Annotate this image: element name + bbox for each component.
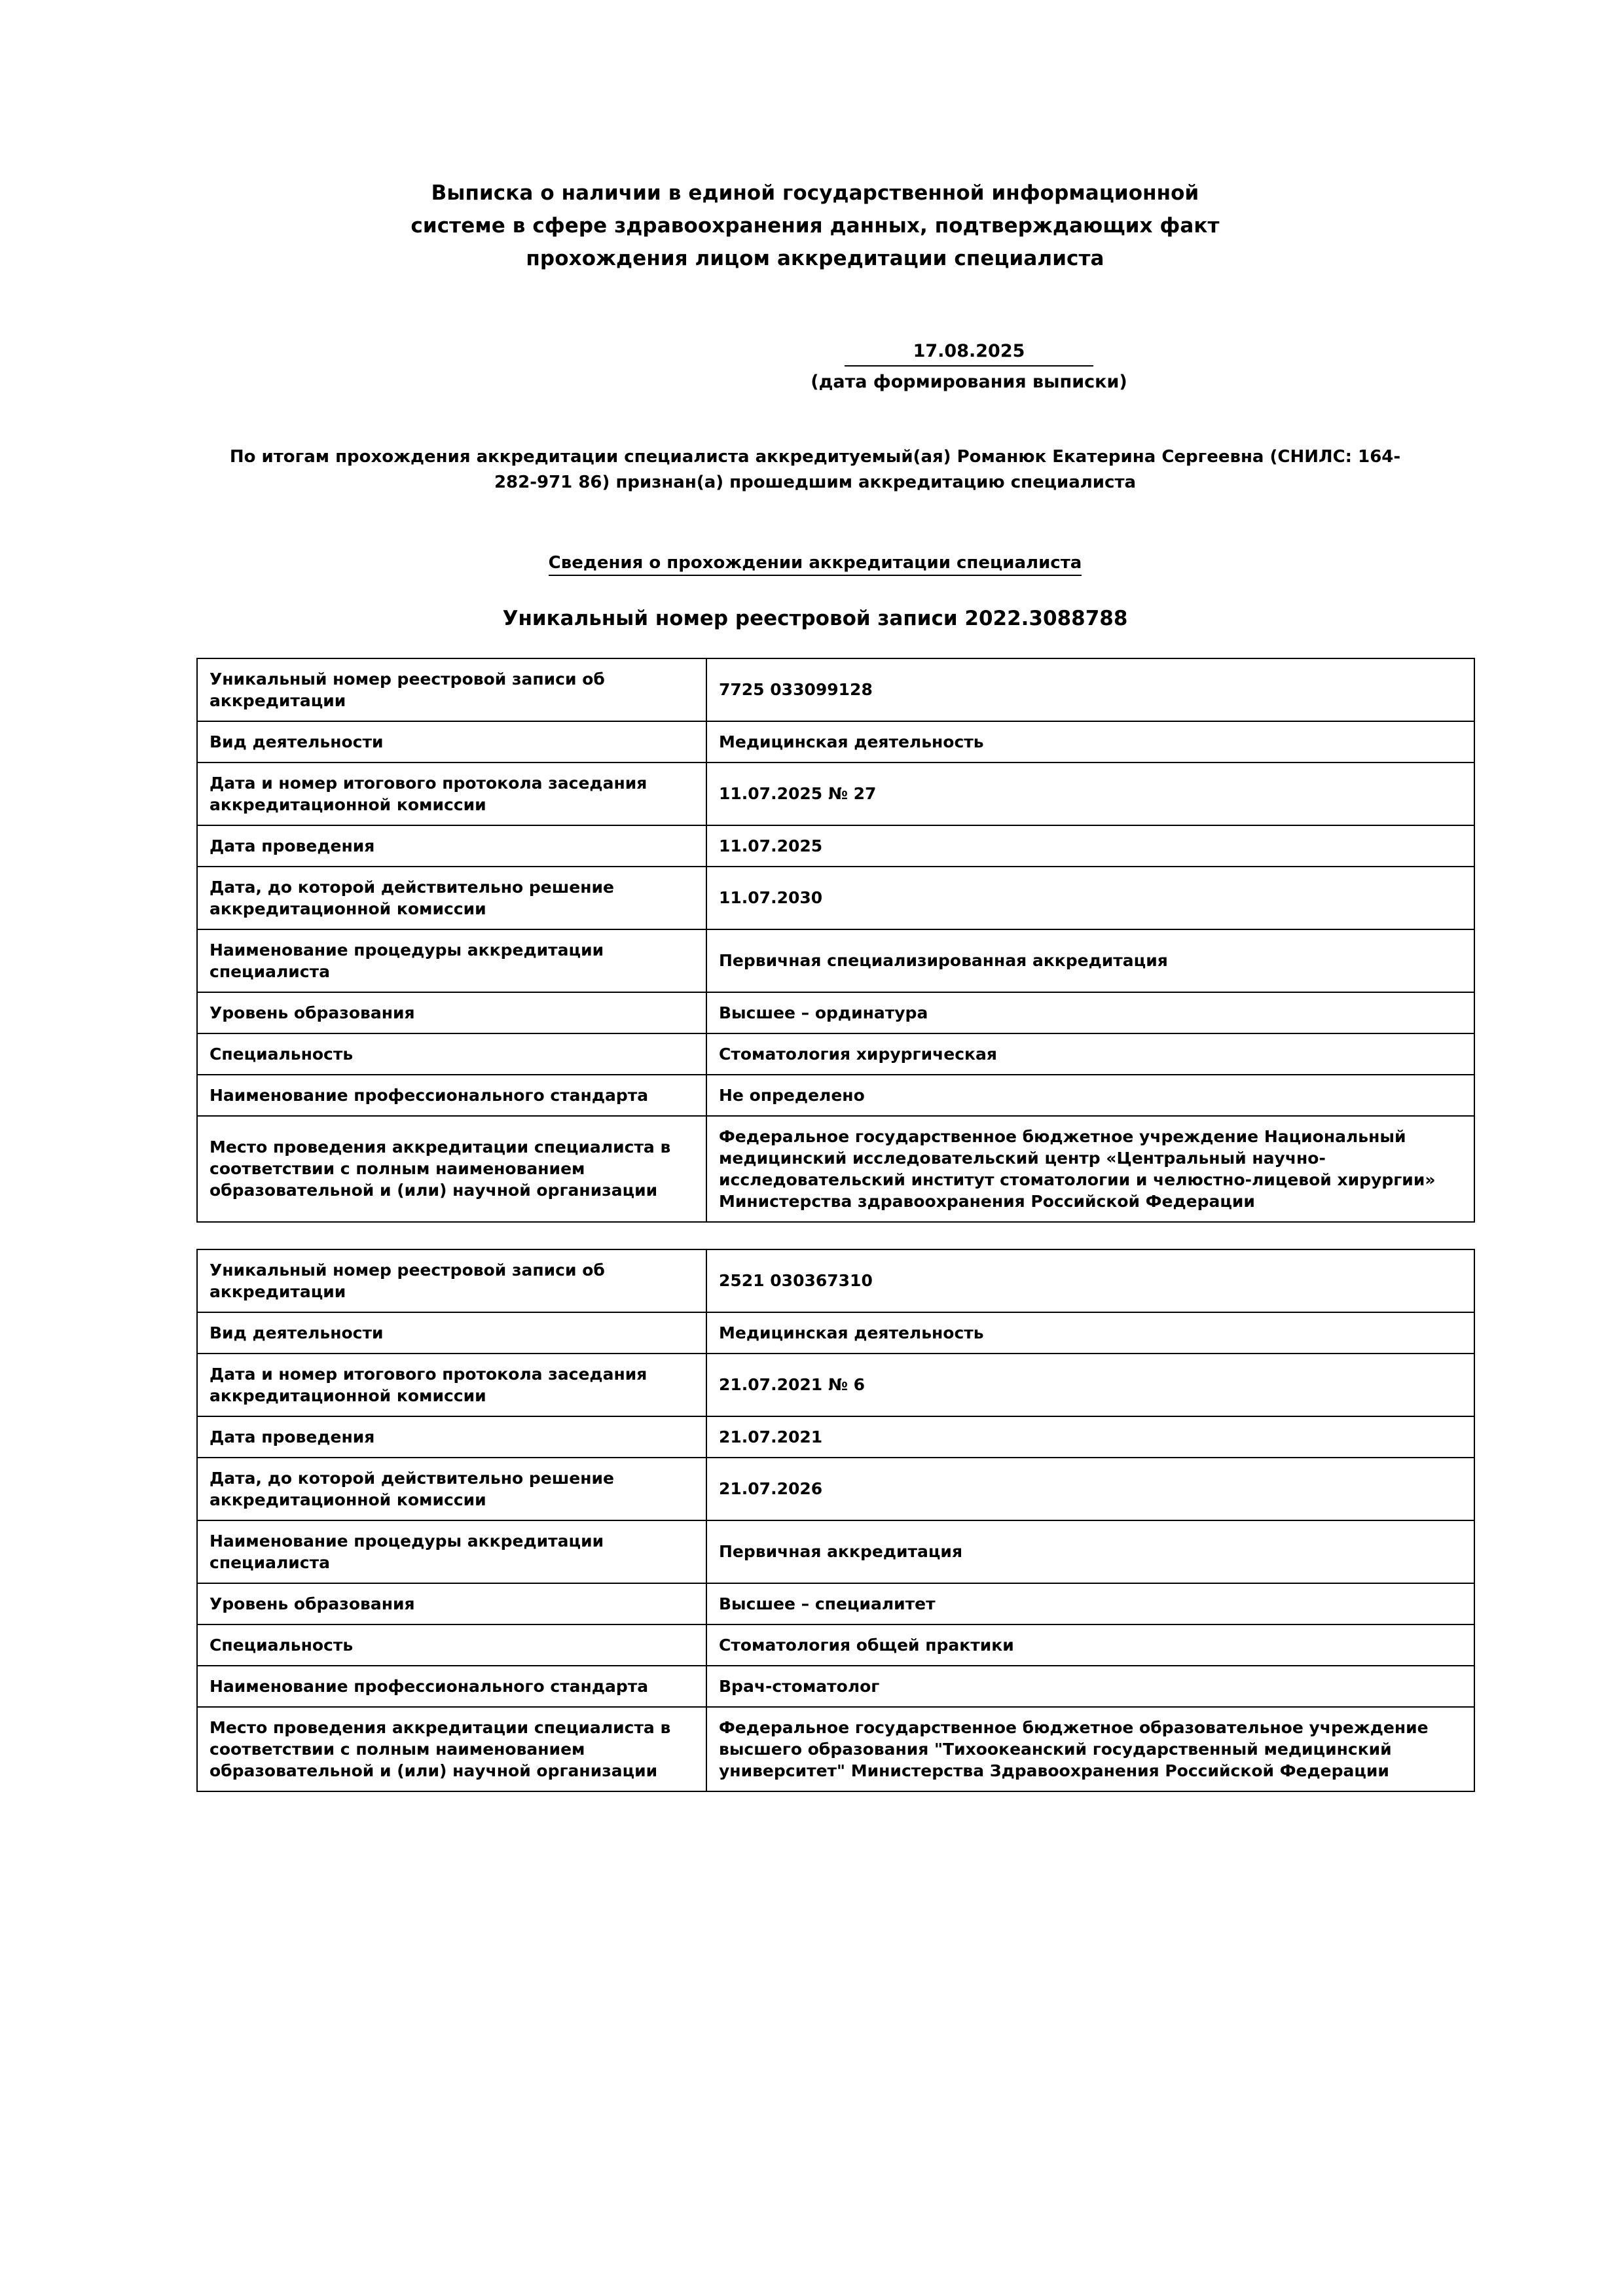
page-title: Выписка о наличии в единой государственной информационной системе в сфере здравоохранения данных, подтверждающих факт прохождения лицом аккредитации специалиста bbox=[410, 181, 1220, 271]
accreditation-table-2 bbox=[196, 1249, 1475, 1792]
table-row bbox=[197, 992, 1474, 1033]
table-row bbox=[197, 762, 1474, 825]
registry-record-heading: Уникальный номер реестровой записи 2022.3088788 bbox=[502, 606, 1128, 630]
accreditation-table-1 bbox=[196, 658, 1475, 1223]
row-label: Наименование профессионального стандарта bbox=[197, 1075, 706, 1116]
row-label: Наименование процедуры аккредитации специалиста bbox=[197, 1520, 706, 1583]
row-label: Вид деятельности bbox=[197, 1312, 706, 1354]
row-value: Не определено bbox=[706, 1075, 1474, 1116]
row-value: Стоматология общей практики bbox=[706, 1624, 1474, 1666]
row-label: Место проведения аккредитации специалиста в соответствии с полным наименованием образовательной и (или) научной организации bbox=[197, 1707, 706, 1791]
table-row bbox=[197, 1033, 1474, 1075]
row-value: 11.07.2030 bbox=[706, 867, 1474, 929]
row-value: Высшее – ординатура bbox=[706, 992, 1474, 1033]
row-value: 11.07.2025 bbox=[706, 825, 1474, 867]
row-value: 21.07.2021 № 6 bbox=[706, 1354, 1474, 1416]
table-row bbox=[197, 825, 1474, 867]
row-label: Наименование профессионального стандарта bbox=[197, 1666, 706, 1707]
row-label: Наименование процедуры аккредитации специалиста bbox=[197, 929, 706, 992]
row-label: Уникальный номер реестровой записи об аккредитации bbox=[197, 658, 706, 721]
section-title bbox=[196, 553, 1434, 573]
formation-date-value: 17.08.2025 bbox=[845, 341, 1093, 367]
row-value: Врач-стоматолог bbox=[706, 1666, 1474, 1707]
table-row bbox=[197, 1707, 1474, 1791]
table-row bbox=[197, 721, 1474, 762]
row-label: Специальность bbox=[197, 1624, 706, 1666]
row-value: 7725 033099128 bbox=[706, 658, 1474, 721]
table-row bbox=[197, 1458, 1474, 1520]
row-value: Федеральное государственное бюджетное образовательное учреждение высшего образования "Тихоокеанский государственный медицинский университет" Министерства Здравоохранения Российской Федерации bbox=[706, 1707, 1474, 1791]
row-label: Дата и номер итогового протокола заседания аккредитационной комиссии bbox=[197, 1354, 706, 1416]
row-value: Первичная специализированная аккредитация bbox=[706, 929, 1474, 992]
table-row bbox=[197, 1624, 1474, 1666]
table-row bbox=[197, 1666, 1474, 1707]
row-value: 2521 030367310 bbox=[706, 1249, 1474, 1312]
row-label: Дата проведения bbox=[197, 1416, 706, 1458]
row-value: Высшее – специалитет bbox=[706, 1583, 1474, 1624]
row-label: Дата и номер итогового протокола заседания аккредитационной комиссии bbox=[197, 762, 706, 825]
formation-date-block bbox=[196, 341, 1434, 392]
table-row bbox=[197, 1249, 1474, 1312]
table-row bbox=[197, 929, 1474, 992]
table-row bbox=[197, 1416, 1474, 1458]
row-label: Дата, до которой действительно решение аккредитационной комиссии bbox=[197, 1458, 706, 1520]
row-label: Уникальный номер реестровой записи об аккредитации bbox=[197, 1249, 706, 1312]
table-row bbox=[197, 1116, 1474, 1222]
row-label: Дата проведения bbox=[197, 825, 706, 867]
row-label: Уровень образования bbox=[197, 992, 706, 1033]
table-row bbox=[197, 1354, 1474, 1416]
table-row bbox=[197, 1075, 1474, 1116]
formation-date-caption: (дата формирования выписки) bbox=[811, 371, 1127, 392]
row-value: Медицинская деятельность bbox=[706, 1312, 1474, 1354]
row-value: Медицинская деятельность bbox=[706, 721, 1474, 762]
table-row bbox=[197, 1312, 1474, 1354]
row-value: 21.07.2026 bbox=[706, 1458, 1474, 1520]
table-row bbox=[197, 867, 1474, 929]
row-value: Стоматология хирургическая bbox=[706, 1033, 1474, 1075]
table-row bbox=[197, 1520, 1474, 1583]
intro-paragraph: По итогам прохождения аккредитации специалиста аккредитуемый(ая) Романюк Екатерина Сергеевна (СНИЛС: 164-282-971 86) признан(а) прошедшим аккредитацию специалиста bbox=[229, 446, 1401, 492]
formation-date-inner bbox=[759, 341, 1178, 392]
document-body bbox=[196, 177, 1434, 1792]
row-label: Вид деятельности bbox=[197, 721, 706, 762]
row-value: 21.07.2021 bbox=[706, 1416, 1474, 1458]
row-label: Дата, до которой действительно решение аккредитационной комиссии bbox=[197, 867, 706, 929]
row-value: 11.07.2025 № 27 bbox=[706, 762, 1474, 825]
row-value: Первичная аккредитация bbox=[706, 1520, 1474, 1583]
row-label: Специальность bbox=[197, 1033, 706, 1075]
row-label: Уровень образования bbox=[197, 1583, 706, 1624]
section-title-text: Сведения о прохождении аккредитации специалиста bbox=[549, 553, 1082, 576]
row-label: Место проведения аккредитации специалиста в соответствии с полным наименованием образовательной и (или) научной организации bbox=[197, 1116, 706, 1222]
table-row bbox=[197, 1583, 1474, 1624]
table-row bbox=[197, 658, 1474, 721]
row-value: Федеральное государственное бюджетное учреждение Национальный медицинский исследовательский центр «Центральный научно-исследовательский институт стоматологии и челюстно-лицевой хирургии» Министерства здравоохранения Российской Федерации bbox=[706, 1116, 1474, 1222]
